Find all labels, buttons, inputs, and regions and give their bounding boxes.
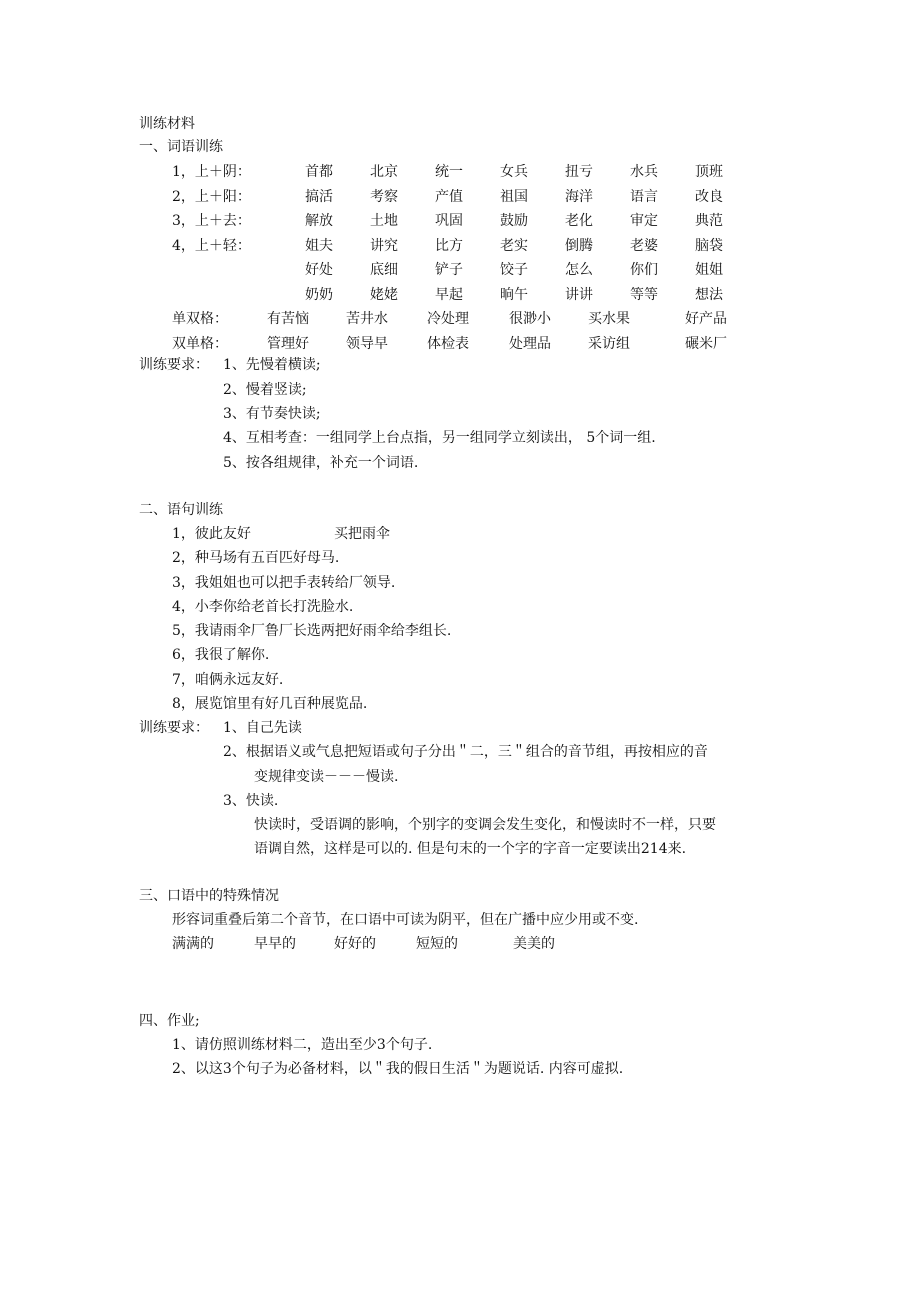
word-cell: 水兵 xyxy=(630,164,658,180)
word-cell: 体检表 xyxy=(427,335,469,352)
word-cell: 统一 xyxy=(435,164,463,180)
word-cell: 搞活 xyxy=(305,188,333,205)
document-title: 训练材料 xyxy=(139,116,195,132)
requirement-item: 2、慢着竖读; xyxy=(223,382,307,398)
sentence-item: 6，我很了解你. xyxy=(172,647,270,663)
word-cell: 鼓励 xyxy=(500,213,528,229)
word-cell: 讲究 xyxy=(370,237,398,254)
section-2-heading: 二、语句训练 xyxy=(139,502,223,518)
example-word: 好好的 xyxy=(334,936,376,952)
word-cell: 很渺小 xyxy=(509,311,551,327)
word-cell: 老婆 xyxy=(630,237,658,254)
section-3-heading: 三、口语中的特殊情况 xyxy=(139,888,279,904)
section-3-description: 形容词重叠后第二个音节，在口语中可读为阴平，但在广播中应少用或不变. xyxy=(172,912,639,928)
word-cell: 晌午 xyxy=(500,286,528,303)
word-cell: 管理好 xyxy=(267,335,309,352)
word-cell: 老化 xyxy=(565,213,593,229)
requirement-item: 3、有节奏快读; xyxy=(223,406,321,422)
row-label xyxy=(172,258,305,283)
word-cell: 领导早 xyxy=(346,335,388,352)
word-cell: 讲讲 xyxy=(565,286,593,303)
word-cell: 冷处理 xyxy=(427,311,469,327)
word-cell: 扭亏 xyxy=(565,164,593,180)
word-cell: 等等 xyxy=(630,286,658,303)
example-word: 早早的 xyxy=(254,936,296,952)
sentence-item: 2，种马场有五百匹好母马. xyxy=(172,550,340,566)
word-cell: 倒腾 xyxy=(565,237,593,254)
requirement-continuation: 变规律变读－－－慢读. xyxy=(254,769,399,785)
requirement-item: 5、按各组规律，补充一个词语. xyxy=(223,455,419,471)
sentence-item: 4，小李你给老首长打洗脸水. xyxy=(172,599,354,615)
example-word: 短短的 xyxy=(416,936,458,952)
example-word: 美美的 xyxy=(513,936,555,952)
word-cell: 祖国 xyxy=(500,188,528,205)
section-1-heading: 一、词语训练 xyxy=(139,139,223,155)
word-cell: 奶奶 xyxy=(305,286,333,303)
word-cell: 女兵 xyxy=(500,164,528,180)
word-cell: 有苦恼 xyxy=(267,311,309,327)
word-cell: 北京 xyxy=(370,164,398,180)
requirement-item: 3、快读. xyxy=(223,793,279,809)
requirement-item: 1、先慢着横读; xyxy=(223,357,321,373)
row-label: 1，上＋阴： xyxy=(172,164,251,180)
word-cell: 考察 xyxy=(370,188,398,205)
word-cell: 姐姐 xyxy=(695,262,723,278)
word-cell: 买水果 xyxy=(588,311,630,327)
row-label: 双单格： xyxy=(172,335,228,352)
word-cell: 采访组 xyxy=(588,335,630,352)
requirement-item: 2、根据语义或气息把短语或句子分出＂二，三＂组合的音节组，再按相应的音 xyxy=(223,744,708,760)
word-cell: 好产品 xyxy=(685,311,727,327)
word-cell: 改良 xyxy=(695,188,723,205)
word-table xyxy=(172,160,755,307)
word-cell: 处理品 xyxy=(509,335,551,352)
word-cell: 底细 xyxy=(370,262,398,278)
word-cell: 审定 xyxy=(630,213,658,229)
word-cell: 怎么 xyxy=(565,262,593,278)
homework-item: 2、以这3个句子为必备材料，以＂我的假日生活＂为题说话. 内容可虚拟. xyxy=(172,1061,624,1077)
requirement-item: 4、互相考查：一组同学上台点指，另一组同学立刻读出， 5个词一组. xyxy=(223,430,656,446)
word-cell: 姥姥 xyxy=(370,286,398,303)
word-cell: 比方 xyxy=(435,237,463,254)
word-cell: 海洋 xyxy=(565,188,593,205)
syllable-format-table xyxy=(172,307,765,356)
word-cell: 巩固 xyxy=(435,213,463,229)
word-cell: 语言 xyxy=(630,188,658,205)
row-label: 2，上＋阳： xyxy=(172,188,251,205)
section-4-heading: 四、作业; xyxy=(139,1013,200,1029)
sentence-item: 买把雨伞 xyxy=(334,526,390,542)
word-cell: 铲子 xyxy=(435,262,463,278)
example-word: 满满的 xyxy=(172,936,214,952)
requirement-detail: 快读时，受语调的影响，个别字的变调会发生变化，和慢读时不一样，只要 xyxy=(254,817,716,833)
word-cell: 典范 xyxy=(695,213,723,229)
requirement-item: 1、自己先读 xyxy=(223,720,302,736)
word-cell: 解放 xyxy=(305,213,333,229)
training-requirements-label: 训练要求： xyxy=(139,720,209,736)
word-cell: 饺子 xyxy=(500,262,528,278)
word-cell: 顶班 xyxy=(695,164,723,180)
word-cell: 土地 xyxy=(370,213,398,229)
sentence-item: 8，展览馆里有好几百种展览品. xyxy=(172,696,368,712)
sentence-item: 3，我姐姐也可以把手表转给厂领导. xyxy=(172,575,396,591)
word-cell: 苦井水 xyxy=(346,311,388,327)
sentence-item: 7，咱俩永远友好. xyxy=(172,672,284,688)
word-cell: 早起 xyxy=(435,286,463,303)
row-label: 单双格： xyxy=(172,311,228,327)
training-requirements-label: 训练要求： xyxy=(139,357,209,373)
sentence-item: 1，彼此友好 xyxy=(172,526,251,542)
requirement-detail: 语调自然，这样是可以的. 但是句末的一个字的字音一定要读出214来. xyxy=(254,841,687,857)
word-cell: 想法 xyxy=(695,286,723,303)
word-cell: 好处 xyxy=(305,262,333,278)
reduplicated-adjective-list xyxy=(172,932,593,957)
word-cell: 碾米厂 xyxy=(685,335,727,352)
row-label: 3，上＋去： xyxy=(172,213,251,229)
word-cell: 老实 xyxy=(500,237,528,254)
word-cell: 脑袋 xyxy=(695,237,723,254)
word-cell: 姐夫 xyxy=(305,237,333,254)
homework-item: 1、请仿照训练材料二，造出至少3个句子. xyxy=(172,1037,433,1053)
word-cell: 你们 xyxy=(630,262,658,278)
row-label xyxy=(172,283,305,308)
word-cell: 首都 xyxy=(305,164,333,180)
sentence-item: 5，我请雨伞厂鲁厂长选两把好雨伞给李组长. xyxy=(172,623,452,639)
word-cell: 产值 xyxy=(435,188,463,205)
row-label: 4，上＋轻： xyxy=(172,237,251,254)
